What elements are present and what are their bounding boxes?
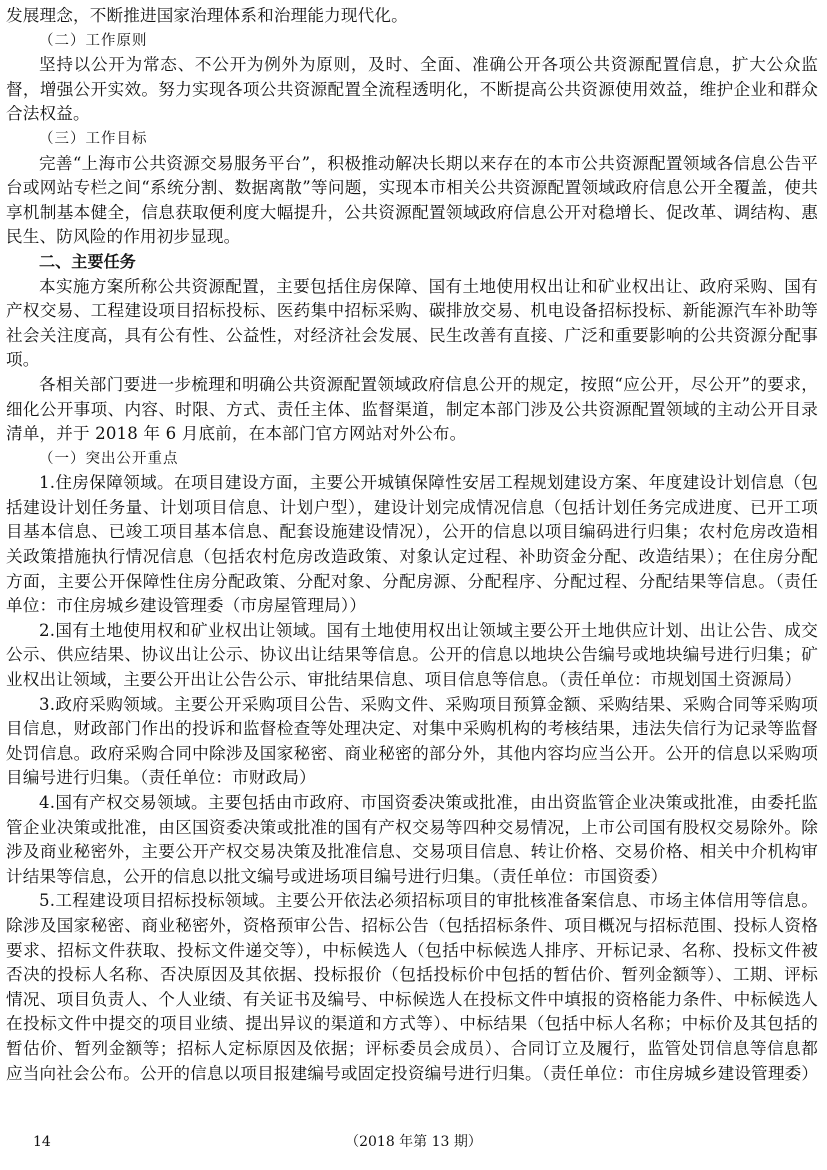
paragraph: 本实施方案所称公共资源配置，主要包括住房保障、国有土地使用权出让和矿业权出让、政府采购、国有产权交易、工程建设项目招标投标、医药集中招标采购、碳排放交易、机电设备招标投标、新能源汽车补助等社会关注度高，具有公有性、公益性，对经济社会发展、民生改善有直接、广泛和重要影响的公共资源分配事项。	[6, 276, 818, 370]
paragraph: 完善“上海市公共资源交易服务平台”，积极推动解决长期以来存在的本市公共资源配置领域各信息公告平台或网站专栏之间“系统分割、数据离散”等问题，实现本市相关公共资源配置领域政府信息公开全覆盖，使共享机制基本健全，信息获取便利度大幅提升，公共资源配置领域政府信息公开对稳增长、促改革、调结构、惠民生、防风险的作用初步显现。	[6, 153, 818, 247]
page-number: 14	[33, 1134, 51, 1150]
paragraph: 各相关部门要进一步梳理和明确公共资源配置领域政府信息公开的规定，按照“应公开，尽公开”的要求，细化公开事项、内容、时限、方式、责任主体、监督渠道，制定本部门涉及公共资源配置领域的主动公开目录清单，并于 2018 年 6 月底前，在本部门官方网站对外公布。	[6, 374, 818, 444]
paragraph: 发展理念，不断推进国家治理体系和治理能力现代化。	[6, 6, 408, 25]
section-heading: （二）工作原则	[39, 32, 148, 49]
section-heading: （一）突出公开重点	[39, 450, 179, 467]
paragraph: 5.工程建设项目招标投标领域。主要公开依法必须招标项目的审批核准备案信息、市场主体信用等信息。除涉及国家秘密、商业秘密外，资格预审公告、招标公告（包括招标条件、项目概况与招标范围、投标人资格要求、招标文件获取、投标文件递交等），中标候选人（包括中标候选人排序、开标记录、名称、投标文件被否决的投标人名称、否决原因及其依据、投标报价（包括投标价中包括的暂估价、暂列金额等）、工期、评标情况、项目负责人、个人业绩、有关证书及编号、中标候选人在投标文件中填报的资格能力条件、中标候选人在投标文件中提交的项目业绩、提出异议的渠道和方式等）、中标结果（包括中标人名称；中标价及其包括的暂估价、暂列金额等；招标人定标原因及依据；评标委员会成员）、合同订立及履行，监管处罚信息等信息都应当向社会公布。公开的信息以项目报建编号或固定投资编号进行归集。（责任单位：市住房城乡建设管理委）	[6, 891, 819, 1083]
paragraph: 4.国有产权交易领域。主要包括由市政府、市国资委决策或批准，由出资监管企业决策或批准，由委托监管企业决策或批准，由区国资委决策或批准的国有产权交易等四种交易情况，上市公司国有股权交易除外。除涉及商业秘密外，主要公开产权交易决策及批准信息、交易项目信息、转让价格、交易价格、相关中介机构审计结果等信息，公开的信息以批文编号或进场项目编号进行归集。（责任单位：市国资委）	[6, 793, 818, 886]
paragraph: 3.政府采购领域。主要公开采购项目公告、采购文件、采购项目预算金额、采购结果、采购合同等采购项目信息，财政部门作出的投诉和监督检查等处理决定、对集中采购机构的考核结果，违法失信行为记录等监督处罚信息。政府采购合同中除涉及国家秘密、商业秘密的部分外，其他内容均应当公开。公开的信息以采购项目编号进行归集。（责任单位：市财政局）	[6, 694, 818, 788]
document-body	[6, 4, 818, 1086]
paragraph: 坚持以公开为常态、不公开为例外为原则，及时、全面、准确公开各项公共资源配置信息，扩大公众监督，增强公开实效。努力实现各项公共资源配置全流程透明化，不断提高公共资源使用效益，维护企业和群众合法权益。	[6, 55, 818, 124]
section-heading: （三）工作目标	[39, 130, 148, 147]
chapter-heading: 二、主要任务	[39, 251, 136, 271]
paragraph: 2.国有土地使用权和矿业权出让领域。国有土地使用权出让领域主要公开土地供应计划、出让公告、成交公示、供应结果、协议出让公示、协议出让结果等信息。公开的信息以地块公告编号或地块编号进行归集；矿业权出让领域，主要公开出让公告公示、审批结果信息、项目信息等信息。（责任单位：市规划国土资源局）	[6, 620, 818, 690]
paragraph: 1.住房保障领域。在项目建设方面，主要公开城镇保障性安居工程规划建设方案、年度建设计划信息（包括建设计划任务量、计划项目信息、计划户型），建设计划完成情况信息（包括计划任务完成进度、已开工项目基本信息、已竣工项目基本信息、配套设施建设情况），公开的信息以项目编码进行归集；农村危房改造相关政策措施执行情况信息（包括农村危房改造政策、对象认定过程、补助资金分配、改造结果）；在住房分配方面，主要公开保障性住房分配政策、分配对象、分配房源、分配程序、分配过程、分配结果等信息。（责任单位：市住房城乡建设管理委（市房屋管理局））	[6, 473, 818, 616]
page-footer	[0, 1130, 827, 1154]
issue-label: （2018 年第 13 期）	[345, 1134, 482, 1150]
